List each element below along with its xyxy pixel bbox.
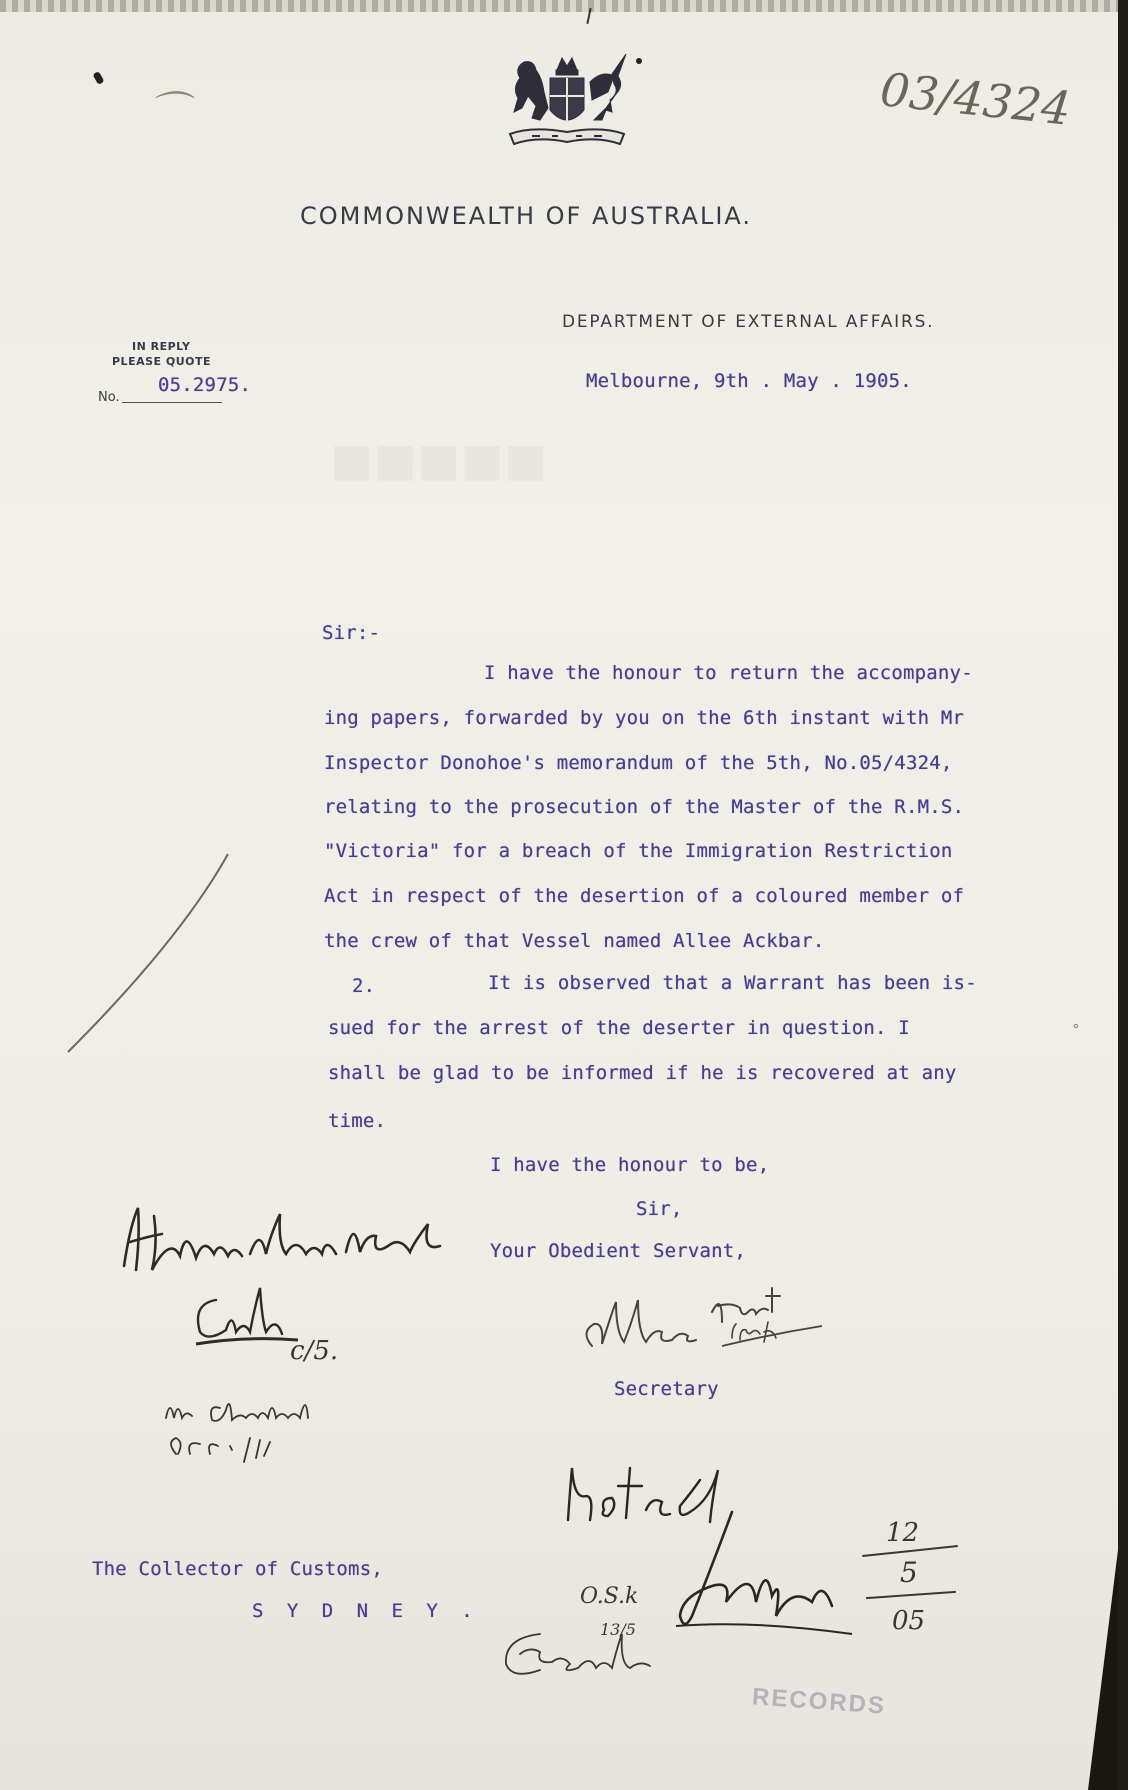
paragraph-1-line: the crew of that Vessel named Allee Ackbar. (324, 930, 825, 952)
paragraph-2-line: time. (328, 1110, 387, 1132)
handwritten-note-donohoe (160, 1384, 330, 1474)
handwritten-note-date: 13/5 (600, 1620, 636, 1639)
signature-title: Secretary (614, 1378, 719, 1400)
handwritten-records (500, 1624, 680, 1684)
paragraph-1-line: ing papers, forwarded by you on the 6th instant with Mr (324, 707, 965, 729)
paragraph-1-line: Act in respect of the desertion of a coloured member of (324, 885, 965, 907)
closing-line-2: Sir, (636, 1198, 683, 1220)
handwritten-signature-maddocks (110, 1196, 470, 1286)
paragraph-1-line: Inspector Donohoe's memorandum of the 5th, No.05/4324, (324, 752, 953, 774)
reply-no-underline (122, 402, 222, 403)
records-stamp: RECORDS (751, 1683, 887, 1720)
ink-speck (92, 71, 104, 85)
torn-corner (1088, 1550, 1118, 1790)
handwritten-signature-secretary (572, 1282, 832, 1372)
scan-edge (1118, 0, 1128, 1790)
bleed-through-mark: ■■■■■ (330, 421, 548, 501)
department-name: DEPARTMENT OF EXTERNAL AFFAIRS. (562, 312, 935, 332)
margin-mark-right: ∘ (1072, 1016, 1080, 1035)
handwritten-date-slash-2 (866, 1591, 956, 1599)
reply-number: 05.2975. (158, 374, 252, 396)
paragraph-2-line: sued for the arrest of the deserter in question. I (328, 1017, 910, 1039)
file-number-annotation: 03/4324 (877, 62, 1074, 136)
paragraph-1-line: relating to the prosecution of the Master of the R.M.S. (324, 796, 965, 818)
date-line: Melbourne, 9th . May . 1905. (586, 370, 912, 392)
handwritten-date-year: 05 (892, 1606, 926, 1636)
closing-line-3: Your Obedient Servant, (490, 1240, 747, 1262)
handwritten-date-month: 5 (900, 1556, 918, 1589)
salutation: Sir:- (322, 622, 381, 644)
paragraph-1-line: I have the honour to return the accompany- (484, 662, 973, 684)
closing-line-1: I have the honour to be, (490, 1154, 770, 1176)
reply-no-label: No. (98, 390, 120, 405)
in-reply-label: IN REPLY (132, 340, 191, 353)
please-quote-label: PLEASE QUOTE (112, 355, 212, 368)
paragraph-2-line: It is observed that a Warrant has been is- (488, 972, 977, 994)
handwritten-note-osk: O.S.k (580, 1584, 639, 1609)
handwritten-date-day: 12 (886, 1518, 920, 1548)
margin-pencil-stroke (60, 850, 240, 1060)
paragraph-2-line: shall be glad to be informed if he is recovered at any (328, 1062, 957, 1084)
paragraph-1-line: "Victoria" for a breach of the Immigration Restriction (324, 840, 953, 862)
handwritten-large-initials (672, 1506, 872, 1646)
coat-of-arms-icon (492, 48, 642, 168)
corner-pencil-mark: ⌒ (148, 89, 188, 135)
addressee-line-1: The Collector of Customs, (92, 1558, 383, 1580)
ink-speck-2 (636, 58, 642, 64)
letterhead-title: COMMONWEALTH OF AUSTRALIA. (300, 202, 753, 230)
addressee-line-2: S Y D N E Y . (252, 1600, 479, 1622)
top-tick-mark (586, 8, 591, 24)
handwritten-date-note: c/5. (290, 1336, 339, 1366)
paragraph-2-number: 2. (352, 975, 376, 997)
